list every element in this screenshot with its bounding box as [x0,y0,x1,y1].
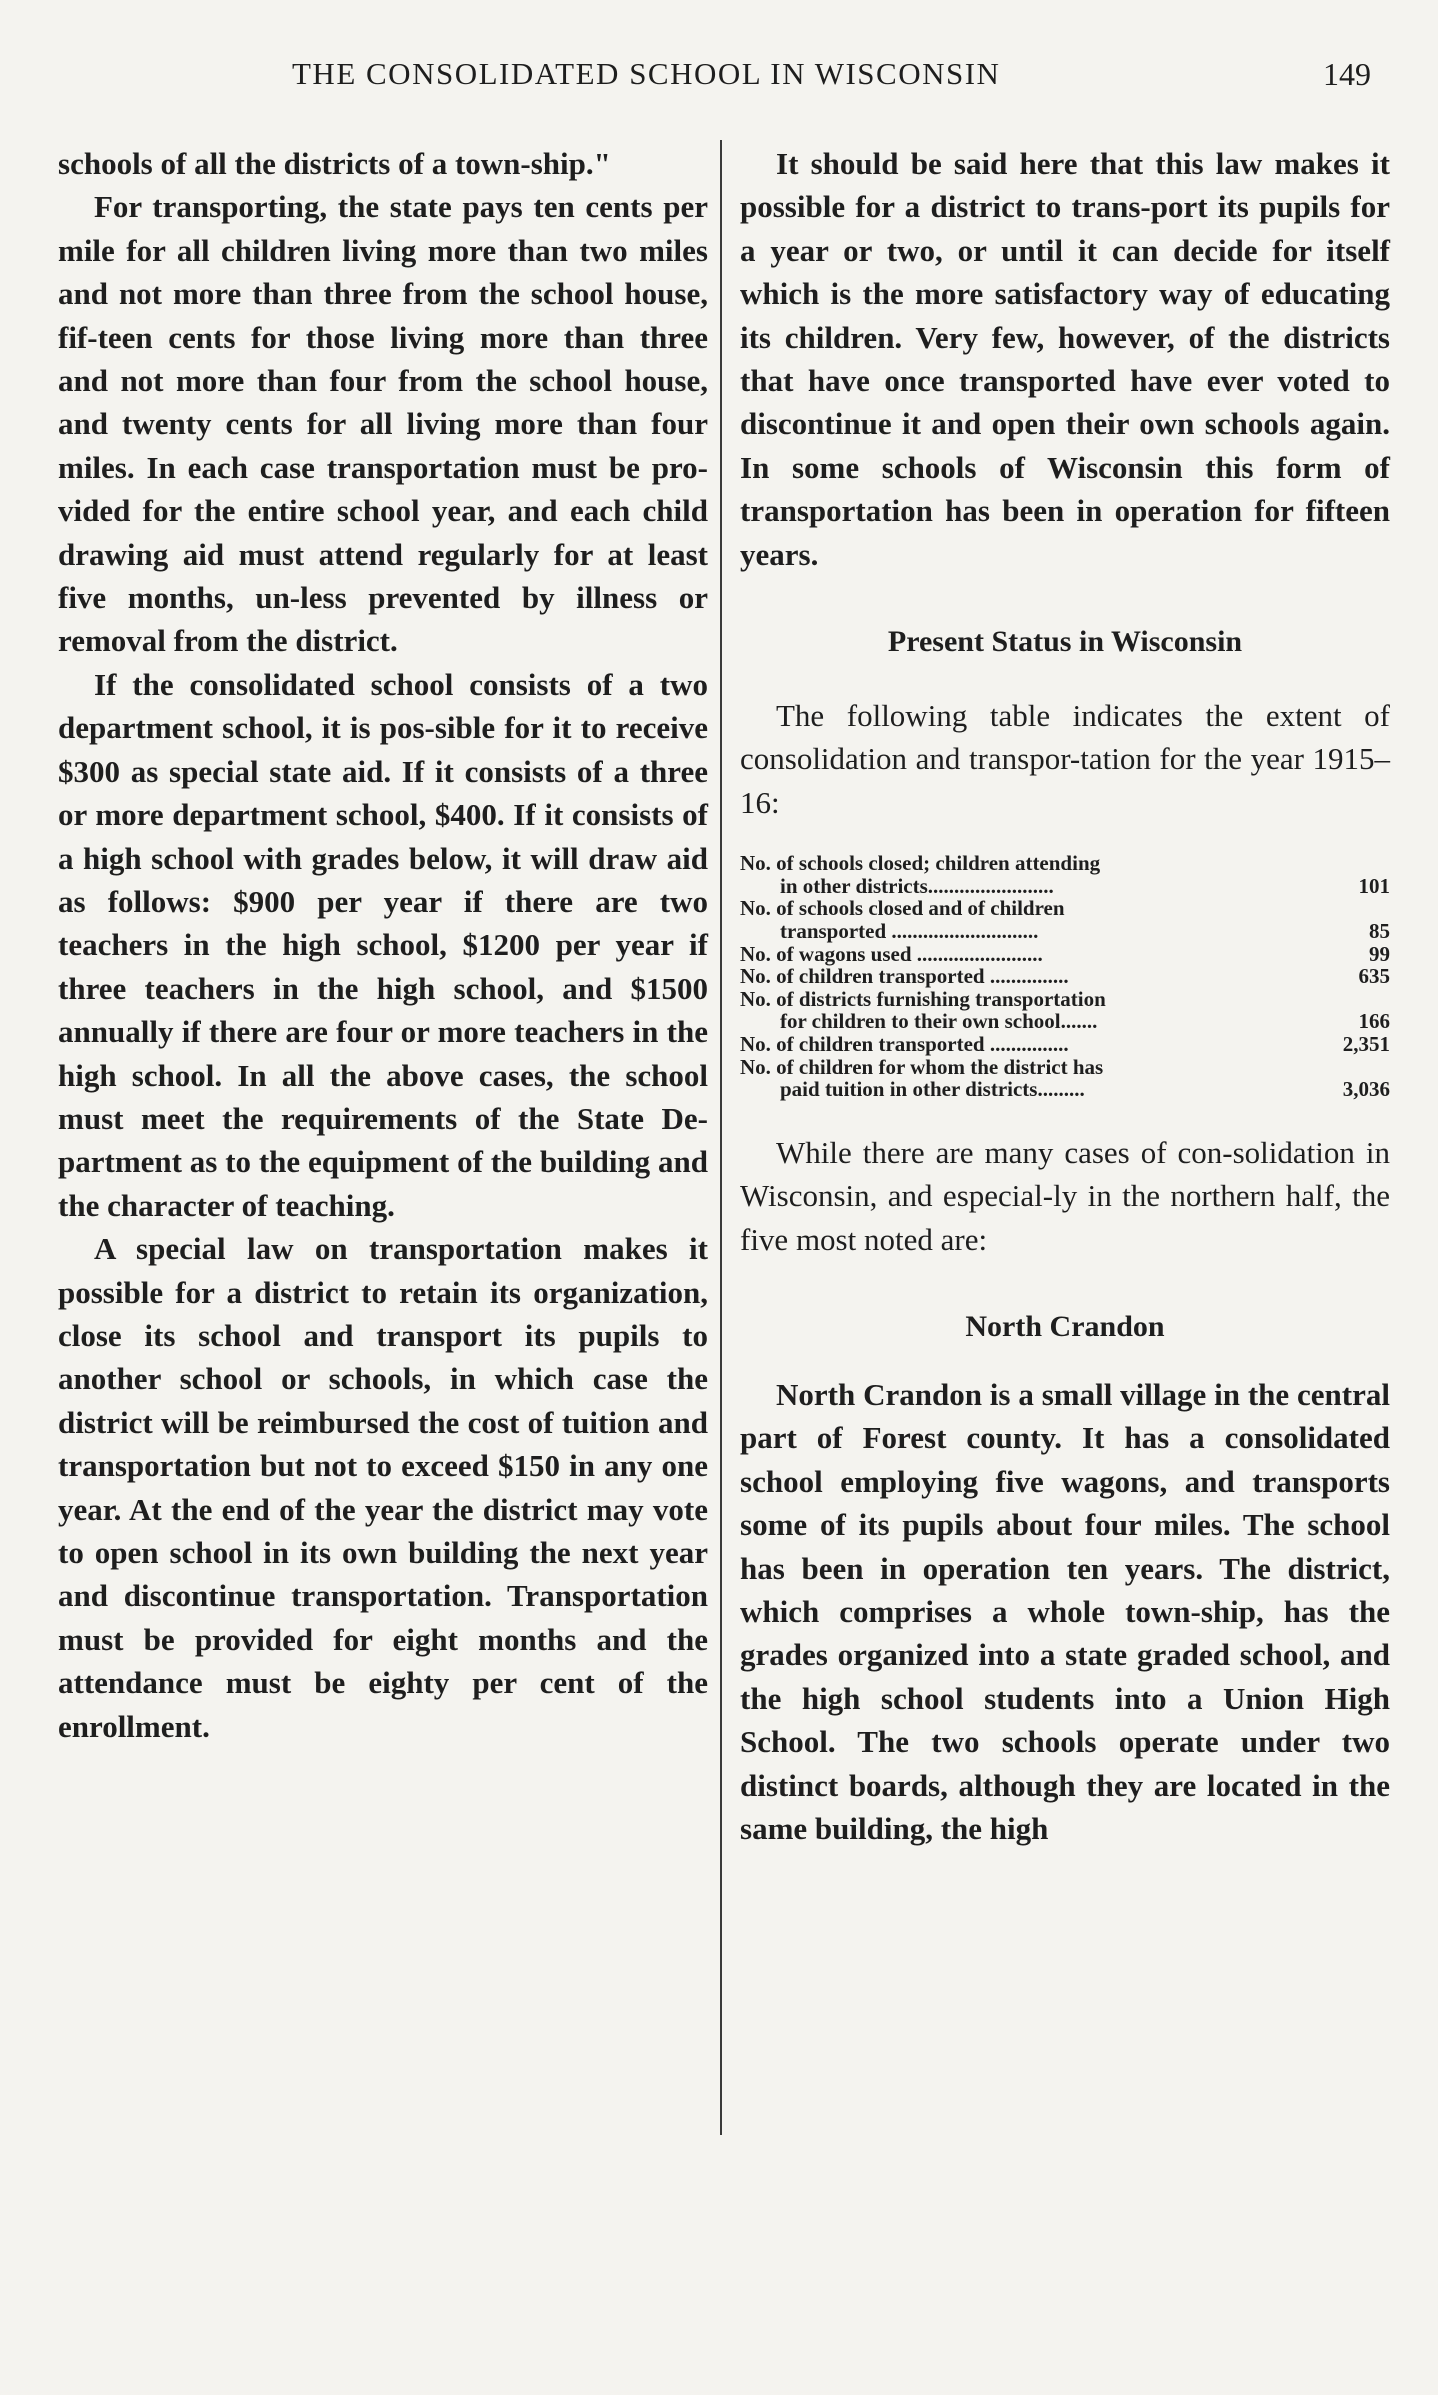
table-row-label-line: No. of schools closed; children attending [740,851,1101,876]
table-row-value: 166 [1358,1009,1390,1034]
paragraph-continued: schools of all the districts of a town-ship." [58,146,611,181]
table-row-label-continuation: for children to their own school....... [780,1009,1098,1034]
table-row-value: 85 [1369,919,1390,944]
table-row-label-line: No. of schools closed and of children [740,896,1065,921]
table-row-label-continuation: transported ............................ [780,919,1039,944]
page-header [0,56,1438,106]
table-row-label [740,1056,1312,1101]
table-row [740,852,1390,897]
table-row-label [740,897,1312,942]
paragraph-north-crandon: North Crandon is a small village in the central part of Forest county. It has a consolidated school employing five wagons, and transports some of its pupils about four miles. The school has been in operation ten years. The district, which comprises a whole town-ship, has the grades organized into a state graded school, and the high school students into a Union High School. The two schools operate under two distinct boards, although they are located in the same building, the high [740,1377,1390,1847]
page-number: 149 [1323,56,1371,92]
right-column [740,142,1390,1851]
table-row [740,1056,1390,1101]
table-row-value: 635 [1358,964,1390,989]
paragraph-five-most-noted: While there are many cases of con-solidation in Wisconsin, and especial-ly in the northern half, the five most noted are: [740,1134,1390,1257]
table-row [740,965,1390,988]
table-row [740,988,1390,1033]
table-row-label-line: No. of districts furnishing transportation [740,986,1106,1011]
section-heading-present-status: Present Status in Wisconsin [887,625,1243,659]
table-row-value: 2,351 [1342,1032,1390,1057]
paragraph-special-law: A special law on transportation makes it possible for a district to retain its organization, close its school and transport its pupils to another school or schools, in which case the district will be reimbursed the cost of tuition and transportation but not to exceed $150 in any one year. At the end of the year the district may vote to open school in its own building the next year and discontinue transportation. Transportation must be provided for eight months and the attendance must be eighty per cent of the enrollment. [58,1231,708,1744]
running-title: THE CONSOLIDATED SCHOOL IN WISCONSIN [292,56,1001,91]
table-row-label-line: No. of wagons used ........................ [740,941,1043,966]
table-row [740,897,1390,942]
table-row-label-line: No. of children for whom the district has [740,1054,1104,1079]
table-row-label [740,852,1312,897]
table-row-label [740,943,1312,966]
statistics-table [740,852,1390,1101]
table-row [740,1033,1390,1056]
table-row-value: 99 [1369,941,1390,966]
paragraph-transport-rates: For transporting, the state pays ten cents per mile for all children living more than two miles and not more than three from the school house, fif-teen cents for those living more than three and not more than four from the school house, and twenty cents for all living more than four miles. In each case transportation must be pro-vided for the entire school year, and each child drawing aid must attend regularly for at least five months, un-less prevented by illness or removal from the district. [58,189,708,659]
table-row-label [740,1033,1312,1056]
paragraph-special-aid: If the consolidated school consists of a two department school, it is pos-sible for it to receive $300 as special state aid. If it consists of a three or more department school, $400. If it consists of a high school with grades below, it will draw aid as follows: $900 per year if there are two teachers in the high school, $1200 per year if three teachers in the high school, and $1500 annually if there are four or more teachers in the high school. In all the above cases, the school must meet the requirements of the State De-partment as to the equipment of the building and the character of teaching. [58,666,708,1223]
column-divider [720,140,722,2135]
paragraph-table-intro: The following table indicates the extent of consolidation and transpor-tation for the year 1915–16: [740,698,1390,820]
table-row-value: 101 [1358,873,1390,898]
table-row-label-continuation: in other districts........................ [780,873,1054,898]
table-row-label [740,988,1312,1033]
table-row-value: 3,036 [1342,1077,1390,1102]
table-row-label-line: No. of children transported ............... [740,964,1069,989]
table-row [740,943,1390,966]
paragraph-law-note: It should be said here that this law makes it possible for a district to trans-port its pupils for a year or two, or until it can decide for itself which is the more satisfactory way of educating its children. Very few, however, of the districts that have once transported have ever voted to discontinue it and open their own schools again. In some schools of Wisconsin this form of transportation has been in operation for fifteen years. [740,146,1390,572]
table-row-label-continuation: paid tuition in other districts......... [780,1077,1085,1102]
left-column [58,142,708,1748]
section-heading-north-crandon: North Crandon [965,1310,1165,1344]
table-row-label [740,965,1312,988]
table-row-label-line: No. of children transported ............... [740,1032,1069,1057]
